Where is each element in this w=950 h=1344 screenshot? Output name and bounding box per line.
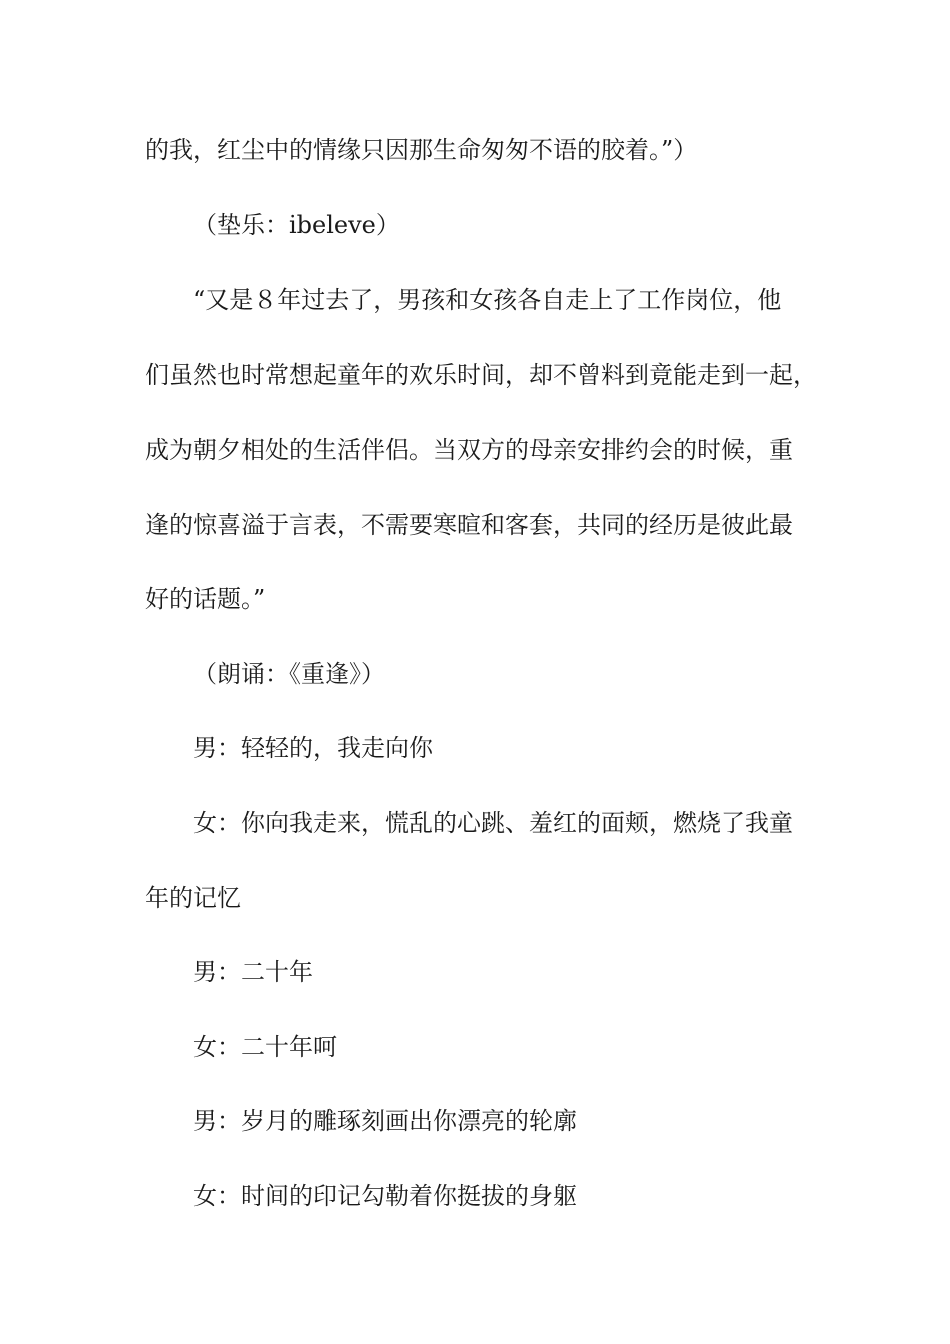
text-line: 们虽然也时常想起童年的欢乐时间，却不曾料到竟能走到一起， [145, 361, 817, 389]
text-line: 男：轻轻的，我走向你 [193, 734, 433, 762]
text-line: 男：岁月的雕琢刻画出你漂亮的轮廓 [193, 1107, 577, 1135]
text-line: 逢的惊喜溢于言表，不需要寒暄和客套，共同的经历是彼此最 [145, 511, 793, 539]
text-line: 好的话题。” [145, 585, 266, 613]
text-line: 成为朝夕相处的生活伴侣。当双方的母亲安排约会的时候，重 [145, 436, 793, 464]
text-line: （朗诵：《重逢》） [193, 660, 385, 688]
text-line: 女：二十年呵 [193, 1033, 337, 1061]
text-line: 年的记忆 [145, 884, 241, 912]
text-line: 女：你向我走来，慌乱的心跳、羞红的面颊，燃烧了我童 [193, 809, 793, 837]
text-line: 男：二十年 [193, 958, 313, 986]
text-line: 女：时间的印记勾勒着你挺拔的身躯 [193, 1182, 577, 1210]
text-line: “又是８年过去了，男孩和女孩各自走上了工作岗位，他 [193, 286, 782, 314]
text-line: （垫乐：ibeleve） [193, 211, 400, 239]
text-line: 的我，红尘中的情缘只因那生命匆匆不语的胶着。”） [145, 136, 698, 164]
